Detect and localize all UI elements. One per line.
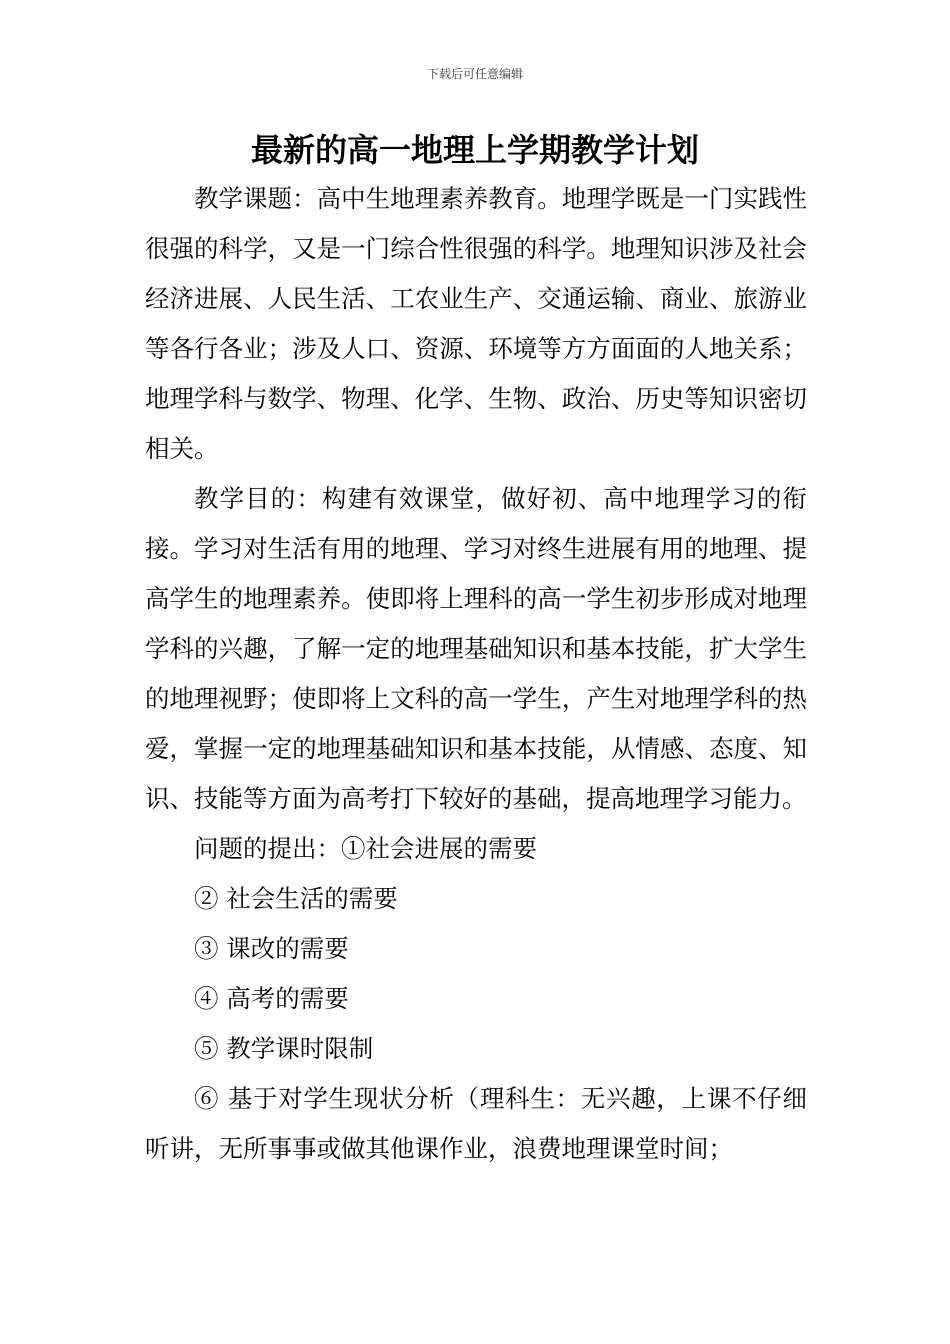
document-title: 最新的高一地理上学期教学计划 (250, 131, 699, 169)
paragraph-teaching-goal: 教学目的：构建有效课堂，做好初、高中地理学习的衔接。学习对生活有用的地理、学习对终生进展有用的地理、提高学生的地理素养。使即将上理科的高一学生初步形成对地理学科的兴趣，了解一定的地理基础知识和基本技能，扩大学生的地理视野；使即将上文科的高一学生，产生对地理学科的热爱，掌握一定的地理基础知识和基本技能，从情感、态度、知识、技能等方面为高考打下较好的基础，提高地理学习能力。 (145, 484, 807, 813)
problem-line-2: ② 社会生活的需要 (194, 884, 398, 913)
paragraph-student-analysis: ⑥ 基于对学生现状分析（理科生：无兴趣，上课不仔细听讲，无所事事或做其他课作业，浪费地理课堂时间； (145, 1084, 807, 1163)
problem-line-1: 问题的提出：①社会进展的需要 (194, 834, 537, 863)
paragraph-teaching-topic: 教学课题：高中生地理素养教育。地理学既是一门实践性很强的科学，又是一门综合性很强的科学。地理知识涉及社会经济进展、人民生活、工农业生产、交通运输、商业、旅游业等各行各业；涉及人口、资源、环境等方方面面的人地关系；地理学科与数学、物理、化学、生物、政治、历史等知识密切相关。 (145, 184, 807, 463)
problem-line-4: ④ 高考的需要 (194, 984, 349, 1013)
problem-line-3: ③ 课改的需要 (194, 934, 349, 963)
problem-line-5: ⑤ 教学课时限制 (194, 1034, 374, 1063)
page-header-note: 下载后可任意编辑 (426, 67, 523, 81)
document-body (145, 174, 807, 1174)
